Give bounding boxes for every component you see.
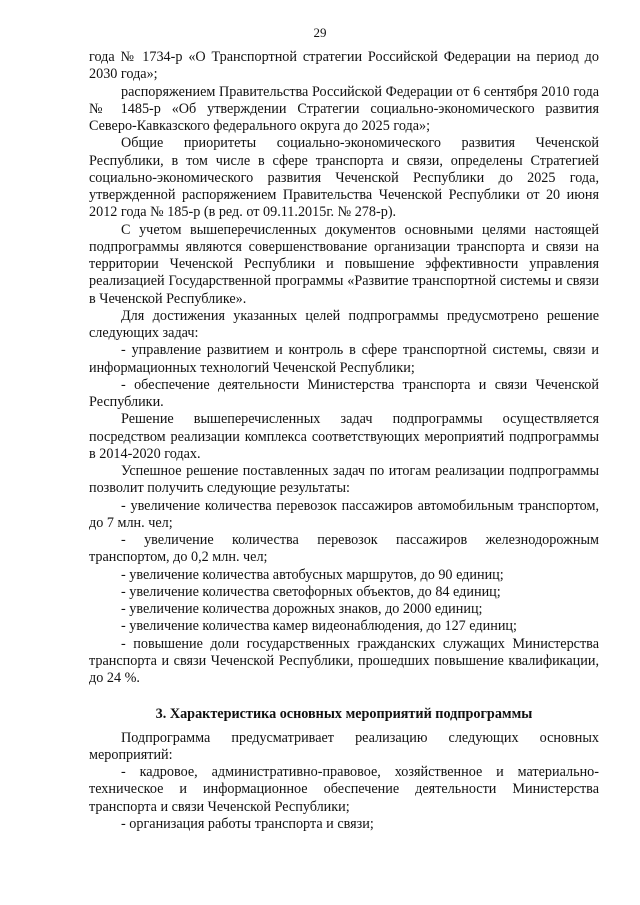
list-item-result-road-passengers: - увеличение количества перевозок пассажиров автомобильным транспортом, до 7 млн. чел; (89, 497, 599, 531)
list-item-result-cameras: - увеличение количества камер видеонаблюдения, до 127 единиц; (121, 618, 517, 635)
paragraph-tasks-implementation: Решение вышеперечисленных задач подпрограммы осуществляется посредством реализации комплекса соответствующих мероприятий подпрограммы в 2014-2020 годах. (89, 411, 599, 462)
paragraph-transport-strategy-continuation: года № 1734-р «О Транспортной стратегии Российской Федерации на период до 2030 года»; (89, 49, 599, 83)
paragraph-general-priorities: Общие приоритеты социально-экономического развития Чеченской Республики, в том числе в сфере транспорта и связи, определены Стратегией социально-экономического развития Чеченской Республики до 2025 года, утвержденной распоряжением Правительства Чеченской Республики от 20 июня 2012 года № 185-р (в ред. от 09.11.2015г. № 278-р). (89, 135, 599, 221)
list-item-activity-support: - кадровое, административно-правовое, хозяйственное и материально-техническое и информационное обеспечение деятельности Министерства транспорта и связи Чеченской Республики; (89, 764, 599, 815)
document-body (89, 49, 599, 833)
list-item-task-management: - управление развитием и контроль в сфере транспортной системы, связи и информационных технологий Чеченской Республики; (89, 342, 599, 376)
list-item-result-staff-qualification: - повышение доли государственных гражданских служащих Министерства транспорта и связи Чеченской Республики, прошедших повышение квалификации, до 24 %. (89, 635, 599, 686)
section-heading: 3. Характеристика основных мероприятий подпрограммы (155, 706, 533, 723)
list-item-result-bus-routes: - увеличение количества автобусных маршрутов, до 90 единиц; (121, 566, 504, 583)
list-item-task-ministry-support: - обеспечение деятельности Министерства транспорта и связи Чеченской Республики. (89, 376, 599, 410)
page-number: 29 (313, 25, 327, 40)
list-item-activity-organization: - организация работы транспорта и связи; (121, 815, 374, 832)
paragraph-subprogram-goals: С учетом вышеперечисленных документов основными целями настоящей подпрограммы являются совершенствование организации транспорта и связи на территории Чеченской Республики и повышение эффективности управления реализацией Государственной программы «Развитие транспортной системы и связи в Чеченской Республике». (89, 221, 599, 307)
paragraph-results-intro: Успешное решение поставленных задач по итогам реализации подпрограммы позволит получить следующие результаты: (89, 463, 599, 497)
list-item-result-road-signs: - увеличение количества дорожных знаков, до 2000 единиц; (121, 601, 483, 617)
paragraph-north-caucasus-strategy: распоряжением Правительства Российской Федерации от 6 сентября 2010 года № 1485-р «Об утверждении Стратегии социально-экономического развития Северо-Кавказского федерального округа до 2025 года»; (89, 83, 599, 134)
list-item-result-traffic-lights: - увеличение количества светофорных объектов, до 84 единиц; (121, 583, 501, 600)
paragraph-activities-intro: Подпрограмма предусматривает реализацию следующих основных мероприятий: (89, 729, 599, 763)
paragraph-tasks-intro: Для достижения указанных целей подпрограммы предусмотрено решение следующих задач: (89, 307, 599, 341)
list-item-result-rail-passengers: - увеличение количества перевозок пассажиров железнодорожным транспортом, до 0,2 млн. чел; (89, 532, 599, 566)
